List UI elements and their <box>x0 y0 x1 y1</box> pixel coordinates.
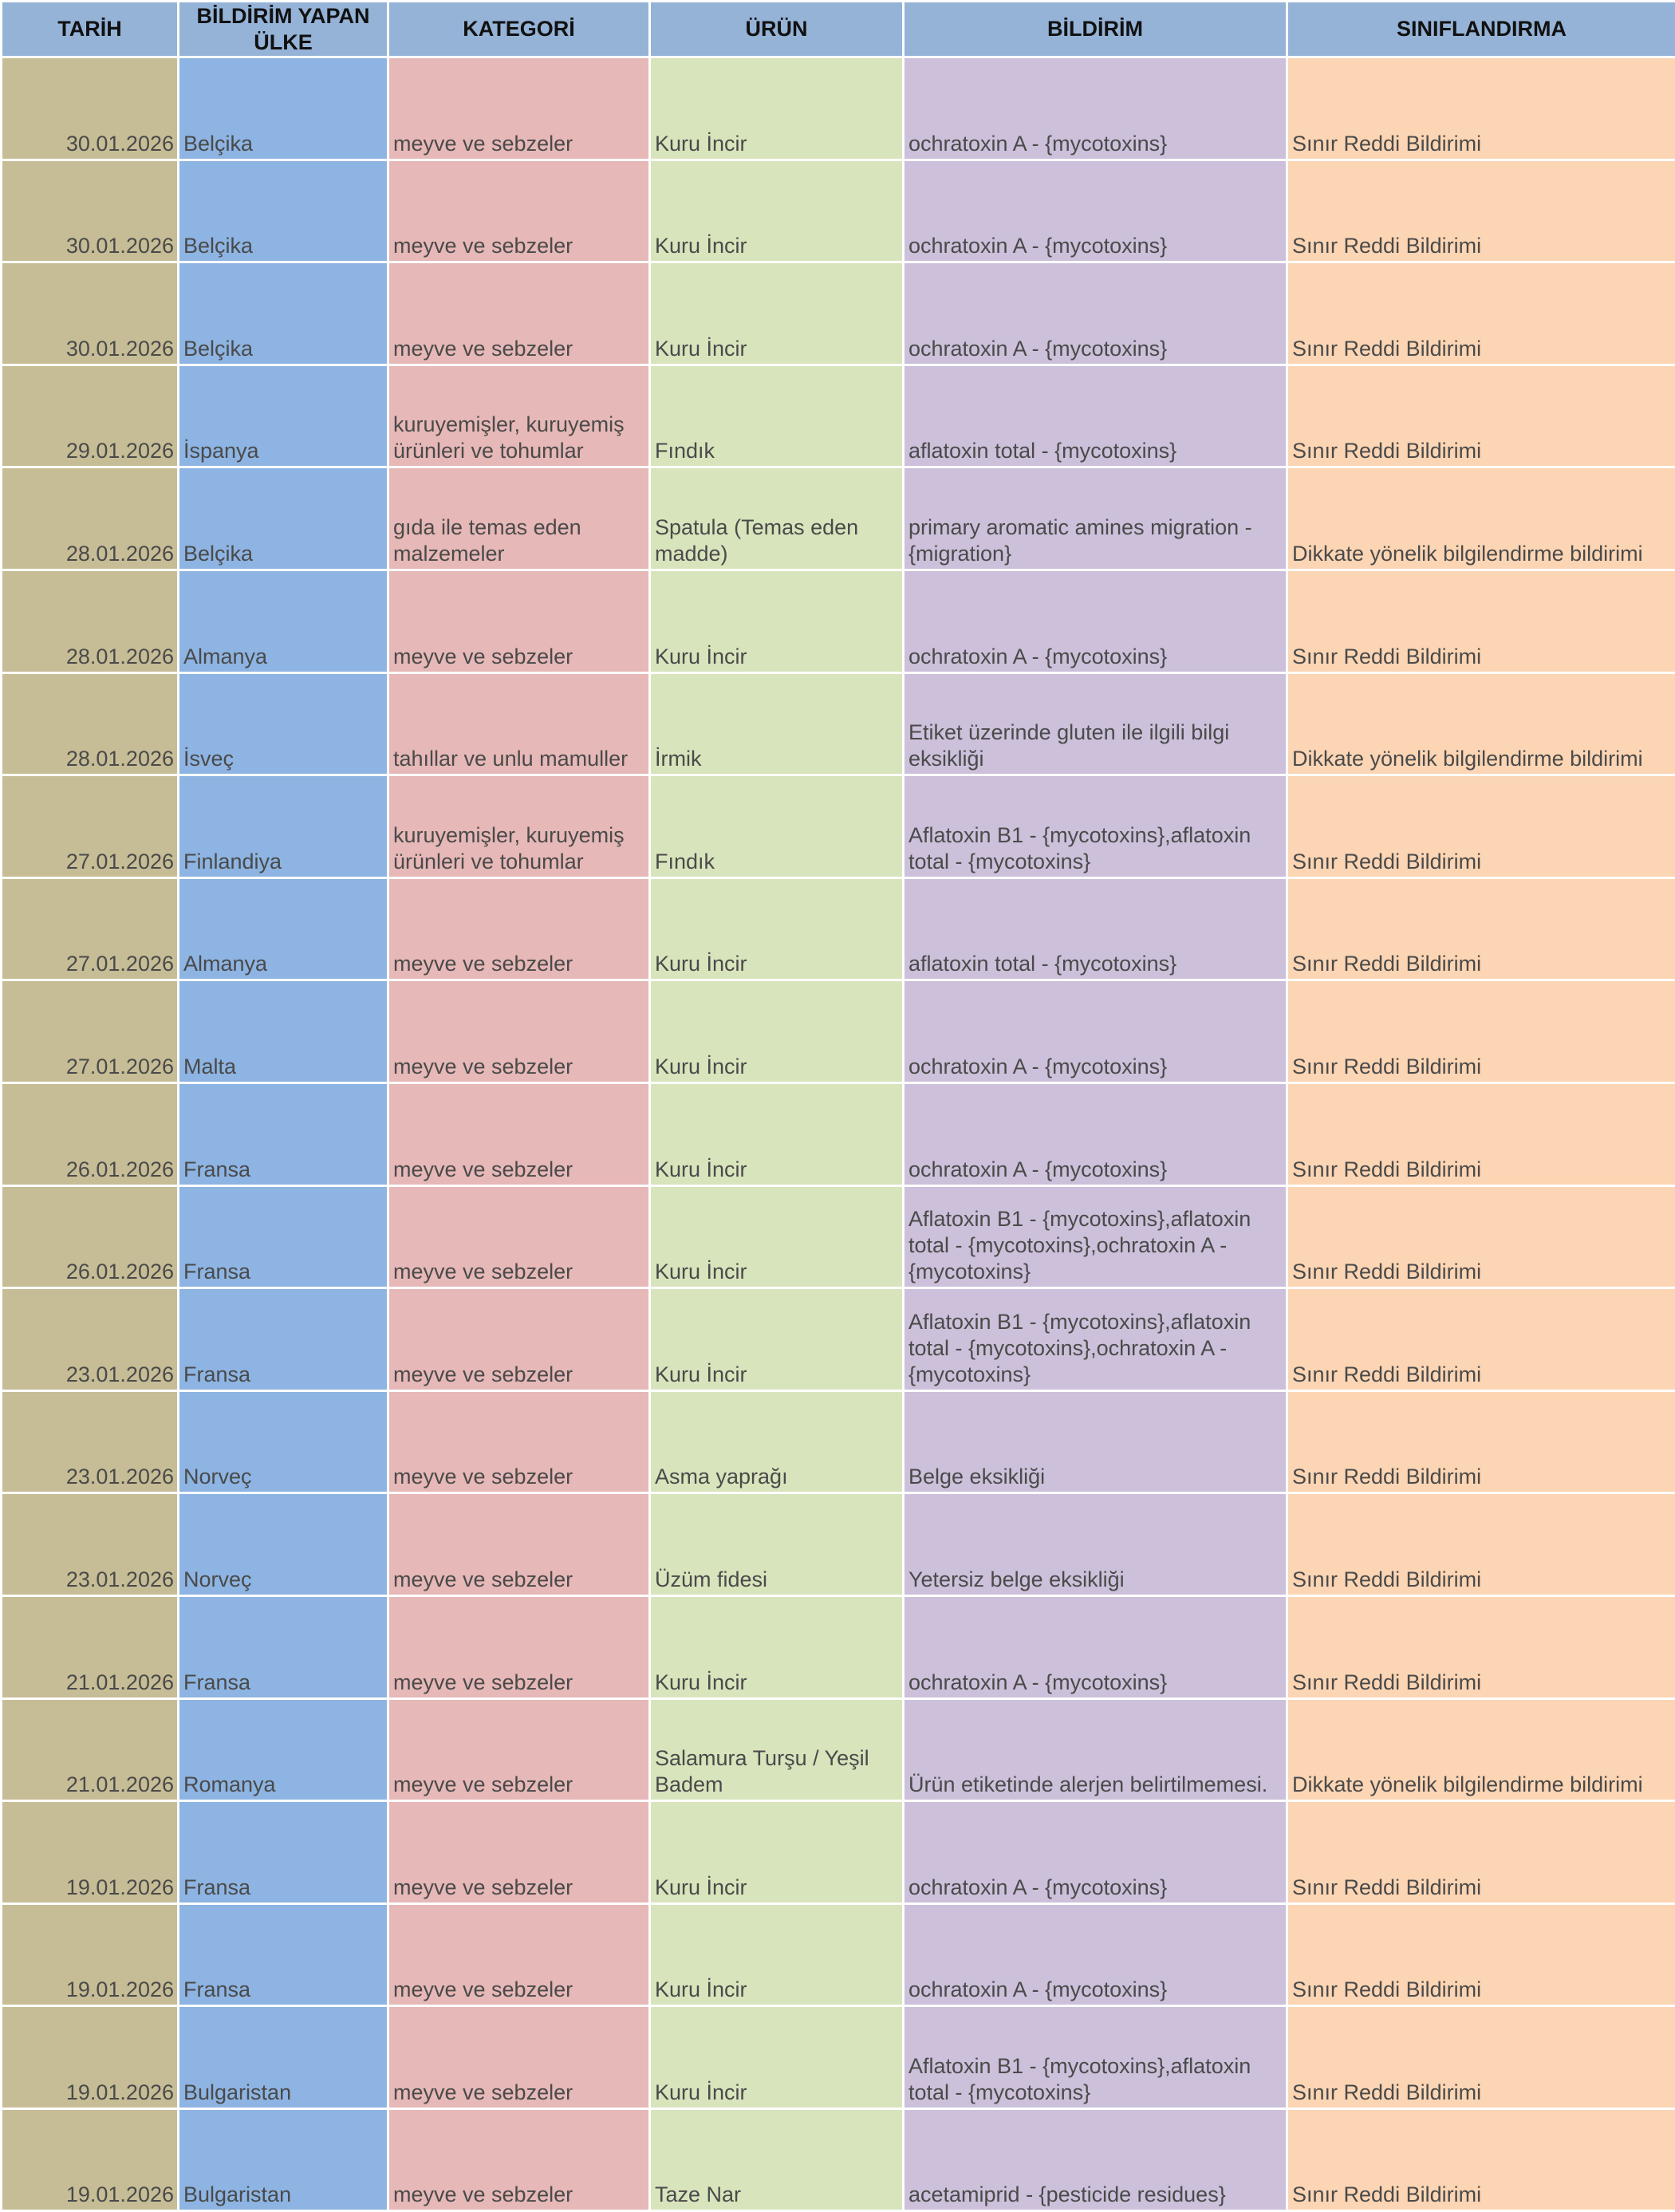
cell-category: meyve ve sebzeler <box>388 1082 650 1185</box>
cell-country: Belçika <box>179 262 388 365</box>
cell-classification: Sınır Reddi Bildirimi <box>1287 980 1675 1083</box>
cell-notification: ochratoxin A - {mycotoxins} <box>904 160 1287 262</box>
cell-classification: Sınır Reddi Bildirimi <box>1287 1903 1675 2006</box>
cell-product: Spatula (Temas eden madde) <box>650 467 904 570</box>
cell-category: meyve ve sebzeler <box>388 980 650 1083</box>
cell-product: Kuru İncir <box>650 1288 904 1391</box>
table-row <box>2 980 1675 1083</box>
cell-classification: Sınır Reddi Bildirimi <box>1287 2006 1675 2109</box>
header-date: TARİH <box>2 2 179 57</box>
table-row <box>2 1698 1675 1801</box>
cell-notification: acetamiprid - {pesticide residues} <box>904 2108 1287 2211</box>
cell-category: kuruyemişler, kuruyemiş ürünleri ve tohumlar <box>388 365 650 467</box>
cell-product: Kuru İncir <box>650 1801 904 1904</box>
table-row <box>2 877 1675 980</box>
cell-product: Kuru İncir <box>650 1903 904 2006</box>
cell-product: Fındık <box>650 365 904 467</box>
cell-product: Kuru İncir <box>650 1185 904 1288</box>
cell-date: 19.01.2026 <box>2 2006 179 2109</box>
header-country: BİLDİRİM YAPAN ÜLKE <box>179 2 388 57</box>
cell-product: Üzüm fidesi <box>650 1493 904 1596</box>
cell-country: Fransa <box>179 1082 388 1185</box>
cell-notification: ochratoxin A - {mycotoxins} <box>904 1082 1287 1185</box>
cell-notification: ochratoxin A - {mycotoxins} <box>904 1801 1287 1904</box>
cell-date: 19.01.2026 <box>2 2108 179 2211</box>
table-row <box>2 775 1675 878</box>
cell-notification: Aflatoxin B1 - {mycotoxins},aflatoxin total - {mycotoxins},ochratoxin A - {mycotoxins} <box>904 1185 1287 1288</box>
cell-notification: aflatoxin total - {mycotoxins} <box>904 877 1287 980</box>
table-row <box>2 1595 1675 1698</box>
table-row <box>2 57 1675 160</box>
cell-classification: Dikkate yönelik bilgilendirme bildirimi <box>1287 467 1675 570</box>
cell-category: meyve ve sebzeler <box>388 1595 650 1698</box>
cell-date: 26.01.2026 <box>2 1082 179 1185</box>
cell-product: Kuru İncir <box>650 262 904 365</box>
table-row <box>2 1390 1675 1493</box>
cell-country: Finlandiya <box>179 775 388 878</box>
cell-category: meyve ve sebzeler <box>388 1903 650 2006</box>
cell-category: meyve ve sebzeler <box>388 1288 650 1391</box>
cell-category: meyve ve sebzeler <box>388 877 650 980</box>
cell-classification: Sınır Reddi Bildirimi <box>1287 775 1675 878</box>
cell-category: gıda ile temas eden malzemeler <box>388 467 650 570</box>
table-row <box>2 672 1675 775</box>
cell-country: İspanya <box>179 365 388 467</box>
cell-category: meyve ve sebzeler <box>388 160 650 262</box>
cell-product: Kuru İncir <box>650 1595 904 1698</box>
header-product: ÜRÜN <box>650 2 904 57</box>
cell-date: 30.01.2026 <box>2 262 179 365</box>
cell-country: İsveç <box>179 672 388 775</box>
cell-date: 30.01.2026 <box>2 57 179 160</box>
cell-date: 29.01.2026 <box>2 365 179 467</box>
cell-notification: Yetersiz belge eksikliği <box>904 1493 1287 1596</box>
cell-product: Fındık <box>650 775 904 878</box>
table-row <box>2 1288 1675 1391</box>
cell-date: 28.01.2026 <box>2 570 179 672</box>
cell-category: meyve ve sebzeler <box>388 57 650 160</box>
cell-notification: ochratoxin A - {mycotoxins} <box>904 980 1287 1083</box>
cell-notification: Ürün etiketinde alerjen belirtilmemesi. <box>904 1698 1287 1801</box>
cell-classification: Sınır Reddi Bildirimi <box>1287 570 1675 672</box>
cell-product: Kuru İncir <box>650 2006 904 2109</box>
cell-country: Belçika <box>179 467 388 570</box>
cell-classification: Sınır Reddi Bildirimi <box>1287 262 1675 365</box>
cell-date: 19.01.2026 <box>2 1801 179 1904</box>
cell-product: Taze Nar <box>650 2108 904 2211</box>
cell-notification: ochratoxin A - {mycotoxins} <box>904 262 1287 365</box>
cell-country: Fransa <box>179 1185 388 1288</box>
cell-category: kuruyemişler, kuruyemiş ürünleri ve tohumlar <box>388 775 650 878</box>
cell-country: Fransa <box>179 1801 388 1904</box>
cell-notification: ochratoxin A - {mycotoxins} <box>904 57 1287 160</box>
cell-notification: ochratoxin A - {mycotoxins} <box>904 1903 1287 2006</box>
table-row <box>2 1801 1675 1904</box>
cell-classification: Sınır Reddi Bildirimi <box>1287 1595 1675 1698</box>
cell-product: Asma yaprağı <box>650 1390 904 1493</box>
table-row <box>2 160 1675 262</box>
cell-classification: Sınır Reddi Bildirimi <box>1287 2108 1675 2211</box>
cell-date: 23.01.2026 <box>2 1288 179 1391</box>
cell-classification: Sınır Reddi Bildirimi <box>1287 365 1675 467</box>
cell-notification: ochratoxin A - {mycotoxins} <box>904 570 1287 672</box>
cell-country: Fransa <box>179 1595 388 1698</box>
cell-classification: Sınır Reddi Bildirimi <box>1287 877 1675 980</box>
table-row <box>2 1903 1675 2006</box>
table-body <box>2 57 1675 2211</box>
cell-notification: Belge eksikliği <box>904 1390 1287 1493</box>
cell-notification: Aflatoxin B1 - {mycotoxins},aflatoxin total - {mycotoxins} <box>904 775 1287 878</box>
table-row <box>2 1185 1675 1288</box>
cell-country: Almanya <box>179 877 388 980</box>
cell-country: Almanya <box>179 570 388 672</box>
cell-date: 26.01.2026 <box>2 1185 179 1288</box>
table-row <box>2 365 1675 467</box>
cell-country: Belçika <box>179 57 388 160</box>
table-row <box>2 1493 1675 1596</box>
cell-category: meyve ve sebzeler <box>388 1185 650 1288</box>
header-row <box>2 2 1675 57</box>
cell-country: Malta <box>179 980 388 1083</box>
cell-country: Bulgaristan <box>179 2108 388 2211</box>
cell-category: meyve ve sebzeler <box>388 1698 650 1801</box>
cell-classification: Sınır Reddi Bildirimi <box>1287 1390 1675 1493</box>
cell-category: meyve ve sebzeler <box>388 2006 650 2109</box>
cell-country: Belçika <box>179 160 388 262</box>
cell-category: meyve ve sebzeler <box>388 262 650 365</box>
cell-date: 23.01.2026 <box>2 1493 179 1596</box>
cell-notification: Aflatoxin B1 - {mycotoxins},aflatoxin total - {mycotoxins},ochratoxin A - {mycotoxins} <box>904 1288 1287 1391</box>
table-row <box>2 570 1675 672</box>
cell-product: İrmik <box>650 672 904 775</box>
cell-date: 27.01.2026 <box>2 980 179 1083</box>
cell-date: 21.01.2026 <box>2 1595 179 1698</box>
cell-country: Norveç <box>179 1390 388 1493</box>
header-classification: SINIFLANDIRMA <box>1287 2 1675 57</box>
cell-classification: Sınır Reddi Bildirimi <box>1287 1185 1675 1288</box>
cell-classification: Sınır Reddi Bildirimi <box>1287 1493 1675 1596</box>
cell-country: Bulgaristan <box>179 2006 388 2109</box>
cell-classification: Sınır Reddi Bildirimi <box>1287 1288 1675 1391</box>
cell-date: 21.01.2026 <box>2 1698 179 1801</box>
table-row <box>2 262 1675 365</box>
header-notification: BİLDİRİM <box>904 2 1287 57</box>
cell-country: Norveç <box>179 1493 388 1596</box>
cell-product: Kuru İncir <box>650 57 904 160</box>
cell-product: Kuru İncir <box>650 570 904 672</box>
cell-country: Fransa <box>179 1288 388 1391</box>
table-row <box>2 1082 1675 1185</box>
cell-category: meyve ve sebzeler <box>388 1801 650 1904</box>
cell-product: Kuru İncir <box>650 980 904 1083</box>
cell-category: meyve ve sebzeler <box>388 1390 650 1493</box>
cell-date: 28.01.2026 <box>2 672 179 775</box>
cell-category: meyve ve sebzeler <box>388 570 650 672</box>
cell-notification: ochratoxin A - {mycotoxins} <box>904 1595 1287 1698</box>
cell-notification: Aflatoxin B1 - {mycotoxins},aflatoxin total - {mycotoxins} <box>904 2006 1287 2109</box>
cell-date: 27.01.2026 <box>2 877 179 980</box>
table-row <box>2 2006 1675 2109</box>
cell-classification: Sınır Reddi Bildirimi <box>1287 1801 1675 1904</box>
cell-classification: Sınır Reddi Bildirimi <box>1287 1082 1675 1185</box>
cell-date: 27.01.2026 <box>2 775 179 878</box>
cell-date: 30.01.2026 <box>2 160 179 262</box>
table-row <box>2 467 1675 570</box>
cell-date: 19.01.2026 <box>2 1903 179 2006</box>
cell-product: Kuru İncir <box>650 160 904 262</box>
cell-category: meyve ve sebzeler <box>388 2108 650 2211</box>
cell-date: 28.01.2026 <box>2 467 179 570</box>
cell-notification: aflatoxin total - {mycotoxins} <box>904 365 1287 467</box>
cell-product: Salamura Turşu / Yeşil Badem <box>650 1698 904 1801</box>
cell-category: meyve ve sebzeler <box>388 1493 650 1596</box>
header-category: KATEGORİ <box>388 2 650 57</box>
cell-country: Fransa <box>179 1903 388 2006</box>
cell-notification: primary aromatic amines migration - {migration} <box>904 467 1287 570</box>
cell-category: tahıllar ve unlu mamuller <box>388 672 650 775</box>
cell-classification: Dikkate yönelik bilgilendirme bildirimi <box>1287 672 1675 775</box>
cell-product: Kuru İncir <box>650 1082 904 1185</box>
table-row <box>2 2108 1675 2211</box>
cell-classification: Sınır Reddi Bildirimi <box>1287 160 1675 262</box>
cell-classification: Dikkate yönelik bilgilendirme bildirimi <box>1287 1698 1675 1801</box>
cell-date: 23.01.2026 <box>2 1390 179 1493</box>
cell-notification: Etiket üzerinde gluten ile ilgili bilgi eksikliği <box>904 672 1287 775</box>
cell-product: Kuru İncir <box>650 877 904 980</box>
cell-classification: Sınır Reddi Bildirimi <box>1287 57 1675 160</box>
cell-country: Romanya <box>179 1698 388 1801</box>
